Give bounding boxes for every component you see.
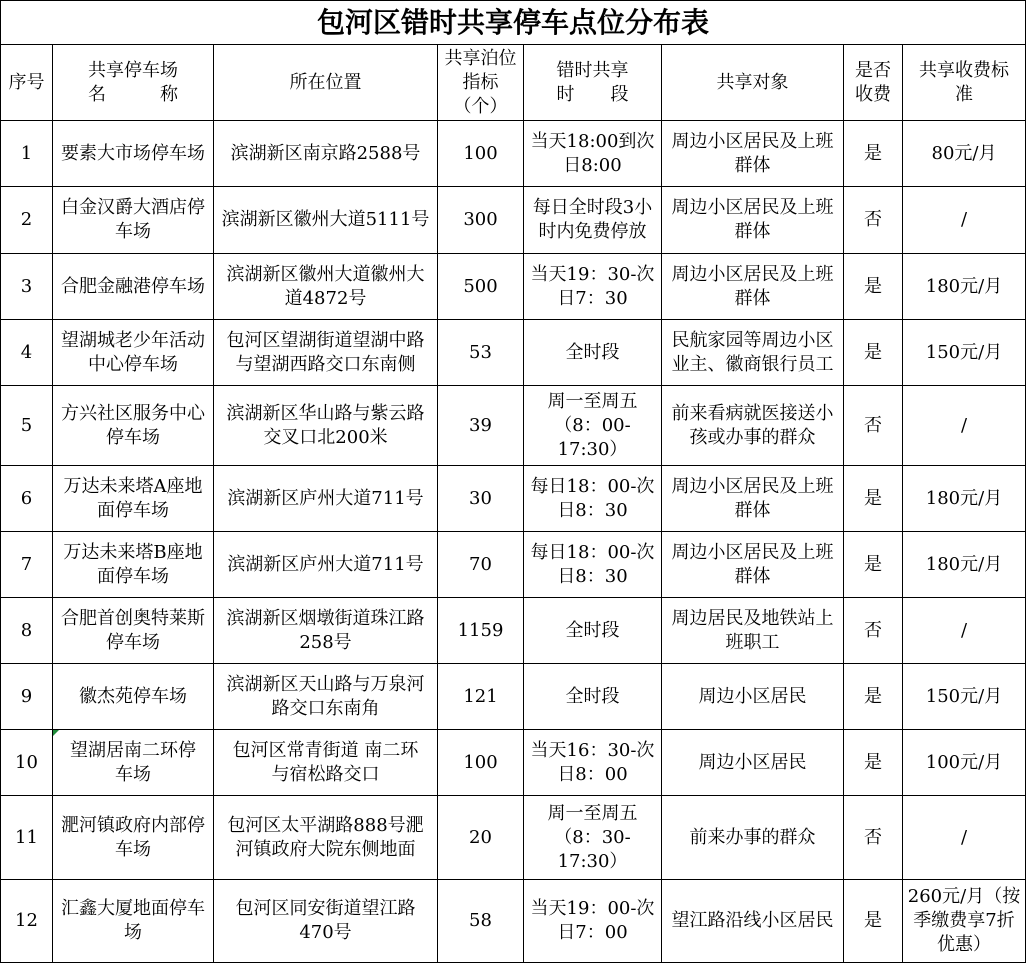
cell-line: 河镇政府大院东侧地面 xyxy=(235,838,416,860)
cell-charge: 是 xyxy=(844,320,902,385)
cell-line: 180元/月 xyxy=(925,487,1003,509)
cell-line: 周边居民及地铁站上 xyxy=(671,607,834,629)
cell-spots: 20 xyxy=(438,796,523,879)
cell-location xyxy=(214,466,437,531)
cell-line: 面停车场 xyxy=(97,499,169,521)
cell-parking-name xyxy=(53,730,213,795)
cell-time xyxy=(524,730,661,795)
header-parking-name xyxy=(53,45,213,120)
header-index: 序号 xyxy=(1,45,52,120)
header-fee xyxy=(903,45,1025,120)
cell-time xyxy=(524,386,661,465)
cell-parking-name xyxy=(53,121,213,186)
cell-time xyxy=(524,664,661,729)
cell-line: 与望湖西路交口东南侧 xyxy=(235,353,416,375)
cell-line: 包河区望湖街道望湖中路 xyxy=(226,329,425,351)
table-title: 包河区错时共享停车点位分布表 xyxy=(1,1,1025,44)
cell-spots: 100 xyxy=(438,730,523,795)
cell-target xyxy=(662,386,843,465)
cell-time xyxy=(524,121,661,186)
cell-line: 道4872号 xyxy=(284,287,367,309)
cell-parking-name xyxy=(53,187,213,253)
cell-spots: 500 xyxy=(438,254,523,319)
cell-line: 方兴社区服务中心 xyxy=(61,402,205,424)
cell-parking-name xyxy=(53,254,213,319)
cell-line: 包河区太平湖路888号淝 xyxy=(227,814,424,836)
header-time xyxy=(524,45,661,120)
cell-fee xyxy=(903,187,1025,253)
cell-line: 前来办事的群众 xyxy=(689,826,816,848)
cell-line: 当天19：00-次 xyxy=(530,898,655,919)
cell-target xyxy=(662,466,843,531)
cell-line: 群体 xyxy=(734,565,771,587)
cell-fee xyxy=(903,664,1025,729)
cell-index: 3 xyxy=(1,254,52,319)
cell-line: 150元/月 xyxy=(925,341,1003,363)
cell-line: 日7：30 xyxy=(557,287,628,309)
header-spots xyxy=(438,45,523,120)
cell-time xyxy=(524,880,661,962)
header-target: 共享对象 xyxy=(662,45,843,120)
cell-line: 面停车场 xyxy=(97,565,169,587)
cell-line: 停车场 xyxy=(106,426,160,448)
cell-fee xyxy=(903,320,1025,385)
cell-line: 前来看病就医接送小 xyxy=(671,402,834,424)
cell-spots: 121 xyxy=(438,664,523,729)
cell-line: 路交口东南角 xyxy=(271,697,380,719)
cell-line: 合肥金融港停车场 xyxy=(61,275,205,297)
cell-line: 优惠） xyxy=(937,934,991,955)
cell-location xyxy=(214,880,437,962)
cell-line: 车场 xyxy=(115,221,151,242)
cell-index: 1 xyxy=(1,121,52,186)
cell-line: 群体 xyxy=(734,154,771,176)
cell-line: 100元/月 xyxy=(925,751,1003,773)
cell-line: 滨湖新区徽州大道徽州大 xyxy=(226,263,425,285)
cell-line: 260元/月（按 xyxy=(907,886,1021,907)
header-line: 指标 xyxy=(462,71,499,93)
cell-line: 徽杰苑停车场 xyxy=(79,685,187,707)
cell-target xyxy=(662,880,843,962)
cell-spots: 300 xyxy=(438,187,523,253)
cell-line: / xyxy=(960,826,968,848)
cell-line: 车场 xyxy=(115,838,151,860)
cell-target xyxy=(662,730,843,795)
header-line: 收费 xyxy=(855,83,891,105)
cell-line: 全时段 xyxy=(565,341,620,363)
cell-line: 滨湖新区庐州大道711号 xyxy=(227,487,424,509)
cell-line: 望湖城老少年活动 xyxy=(61,329,205,351)
cell-line: 滨湖新区南京路2588号 xyxy=(230,142,421,164)
cell-index: 5 xyxy=(1,386,52,465)
cell-line: 淝河镇政府内部停 xyxy=(61,814,205,836)
cell-charge: 是 xyxy=(844,532,902,597)
cell-fee xyxy=(903,730,1025,795)
cell-charge: 是 xyxy=(844,466,902,531)
cell-time xyxy=(524,187,661,253)
cell-line: 民航家园等周边小区 xyxy=(671,329,834,351)
cell-line: 日7：00 xyxy=(557,922,628,943)
header-line: 共享泊位 xyxy=(444,47,517,69)
header-line: 名 称 xyxy=(88,83,178,105)
cell-time xyxy=(524,796,661,879)
cell-spots: 58 xyxy=(438,880,523,962)
cell-line: 合肥首创奥特莱斯 xyxy=(61,607,205,629)
cell-time xyxy=(524,532,661,597)
cell-spots: 1159 xyxy=(438,598,523,663)
cell-charge: 否 xyxy=(844,386,902,465)
header-line: 共享收费标 xyxy=(919,59,1009,81)
cell-line: 80元/月 xyxy=(931,142,997,164)
cell-line: 滨湖新区天山路与万泉河 xyxy=(226,673,425,695)
cell-spots: 100 xyxy=(438,121,523,186)
error-indicator-icon xyxy=(53,730,59,736)
cell-spots: 39 xyxy=(438,386,523,465)
cell-line: 每日18：00-次 xyxy=(530,541,655,563)
cell-line: 周边小区居民及上班 xyxy=(671,541,834,563)
cell-parking-name xyxy=(53,386,213,465)
cell-line: 望江路沿线小区居民 xyxy=(671,910,834,931)
cell-charge: 是 xyxy=(844,730,902,795)
cell-location xyxy=(214,254,437,319)
cell-fee xyxy=(903,466,1025,531)
cell-line: 时内免费停放 xyxy=(538,221,647,242)
cell-parking-name xyxy=(53,598,213,663)
cell-line: 望湖居南二环停 xyxy=(70,739,196,761)
cell-index: 7 xyxy=(1,532,52,597)
cell-target xyxy=(662,320,843,385)
header-line: 错时共享 xyxy=(556,59,629,81)
cell-line: 日8：30 xyxy=(557,499,628,521)
cell-charge: 否 xyxy=(844,796,902,879)
cell-line: 班职工 xyxy=(725,631,780,653)
cell-index: 12 xyxy=(1,880,52,962)
cell-location xyxy=(214,598,437,663)
cell-line: 停车场 xyxy=(106,631,160,653)
cell-parking-name xyxy=(53,320,213,385)
cell-line: 当天18:00到次 xyxy=(530,130,655,152)
cell-line: 周边小区居民 xyxy=(698,751,807,773)
cell-line: 全时段 xyxy=(565,619,620,641)
cell-line: 周边小区居民及上班 xyxy=(671,263,834,285)
cell-location xyxy=(214,796,437,879)
cell-time xyxy=(524,466,661,531)
cell-fee xyxy=(903,532,1025,597)
cell-charge: 是 xyxy=(844,254,902,319)
cell-line: 150元/月 xyxy=(925,685,1003,707)
cell-line: 汇鑫大厦地面停车 xyxy=(61,898,205,919)
cell-line: 包河区常青街道 南二环 xyxy=(232,739,419,761)
cell-line: 当天19：30-次 xyxy=(530,263,655,285)
cell-fee xyxy=(903,121,1025,186)
cell-line: / xyxy=(960,209,968,230)
cell-index: 11 xyxy=(1,796,52,879)
cell-line: 群体 xyxy=(734,221,771,242)
cell-line: （8：00- xyxy=(554,414,631,436)
cell-line: 孩或办事的群众 xyxy=(689,426,816,448)
header-line: 共享停车场 xyxy=(88,59,178,81)
cell-location xyxy=(214,187,437,253)
cell-line: 周边小区居民及上班 xyxy=(671,130,834,152)
cell-spots: 70 xyxy=(438,532,523,597)
cell-target xyxy=(662,532,843,597)
cell-location xyxy=(214,320,437,385)
cell-parking-name xyxy=(53,664,213,729)
cell-line: 17:30） xyxy=(557,438,628,460)
header-line: （个） xyxy=(453,95,508,117)
cell-index: 8 xyxy=(1,598,52,663)
cell-parking-name xyxy=(53,466,213,531)
cell-line: 每日18：00-次 xyxy=(530,475,655,497)
cell-line: 周边小区居民 xyxy=(698,685,807,707)
header-location: 所在位置 xyxy=(214,45,437,120)
cell-line: 258号 xyxy=(299,631,352,653)
cell-index: 2 xyxy=(1,187,52,253)
cell-line: 周一至周五 xyxy=(547,802,638,824)
cell-charge: 是 xyxy=(844,664,902,729)
cell-charge: 是 xyxy=(844,121,902,186)
cell-time xyxy=(524,254,661,319)
header-line: 是否 xyxy=(855,59,891,81)
cell-spots: 30 xyxy=(438,466,523,531)
cell-line: 17:30） xyxy=(557,850,628,872)
cell-line: / xyxy=(960,619,968,641)
cell-line: 车场 xyxy=(115,763,151,785)
header-charge xyxy=(844,45,902,120)
cell-location xyxy=(214,121,437,186)
cell-fee xyxy=(903,796,1025,879)
header-line: 时 段 xyxy=(556,83,629,105)
cell-line: 180元/月 xyxy=(925,553,1003,575)
cell-line: 中心停车场 xyxy=(88,353,178,375)
cell-location xyxy=(214,386,437,465)
cell-line: 周边小区居民及上班 xyxy=(671,475,834,497)
cell-location xyxy=(214,730,437,795)
cell-line: 万达未来塔B座地 xyxy=(63,541,203,563)
cell-line: 470号 xyxy=(299,922,352,943)
cell-line: 日8:00 xyxy=(563,154,622,176)
cell-time xyxy=(524,598,661,663)
cell-charge: 是 xyxy=(844,880,902,962)
cell-target xyxy=(662,598,843,663)
cell-fee xyxy=(903,598,1025,663)
cell-line: 日8：30 xyxy=(557,565,628,587)
cell-fee xyxy=(903,880,1025,962)
cell-line: 群体 xyxy=(734,499,771,521)
cell-spots: 53 xyxy=(438,320,523,385)
cell-line: 包河区同安街道望江路 xyxy=(235,898,416,919)
cell-line: 场 xyxy=(124,922,142,943)
cell-target xyxy=(662,254,843,319)
cell-line: 白金汉爵大酒店停 xyxy=(61,197,205,218)
header-line: 准 xyxy=(955,83,973,105)
cell-line: 交叉口北200米 xyxy=(263,426,388,448)
cell-line: 每日全时段3小 xyxy=(532,197,653,218)
cell-line: / xyxy=(960,414,968,436)
cell-line: 滨湖新区徽州大道5111号 xyxy=(221,209,430,230)
cell-charge: 否 xyxy=(844,187,902,253)
cell-line: 万达未来塔A座地 xyxy=(63,475,203,497)
cell-line: 滨湖新区华山路与紫云路 xyxy=(226,402,425,424)
cell-line: 周一至周五 xyxy=(547,390,638,412)
cell-location xyxy=(214,664,437,729)
cell-target xyxy=(662,664,843,729)
cell-line: （8：30- xyxy=(554,826,631,848)
cell-fee xyxy=(903,254,1025,319)
cell-target xyxy=(662,121,843,186)
cell-line: 周边小区居民及上班 xyxy=(671,197,834,218)
cell-index: 4 xyxy=(1,320,52,385)
cell-line: 滨湖新区烟墩街道珠江路 xyxy=(226,607,425,629)
cell-index: 9 xyxy=(1,664,52,729)
cell-line: 180元/月 xyxy=(925,275,1003,297)
cell-line: 当天16：30-次 xyxy=(530,739,655,761)
cell-parking-name xyxy=(53,796,213,879)
cell-line: 日8：00 xyxy=(557,763,628,785)
cell-index: 6 xyxy=(1,466,52,531)
cell-line: 群体 xyxy=(734,287,771,309)
cell-line: 业主、徽商银行员工 xyxy=(671,353,834,375)
cell-line: 要素大市场停车场 xyxy=(61,142,205,164)
cell-index: 10 xyxy=(1,730,52,795)
cell-parking-name xyxy=(53,532,213,597)
cell-line: 全时段 xyxy=(565,685,620,707)
cell-line: 季缴费享7折 xyxy=(913,910,1015,931)
cell-location xyxy=(214,532,437,597)
cell-parking-name xyxy=(53,880,213,962)
cell-line: 与宿松路交口 xyxy=(271,763,380,785)
cell-line: 滨湖新区庐州大道711号 xyxy=(227,553,424,575)
cell-target xyxy=(662,796,843,879)
cell-fee xyxy=(903,386,1025,465)
cell-time xyxy=(524,320,661,385)
cell-charge: 否 xyxy=(844,598,902,663)
cell-target xyxy=(662,187,843,253)
